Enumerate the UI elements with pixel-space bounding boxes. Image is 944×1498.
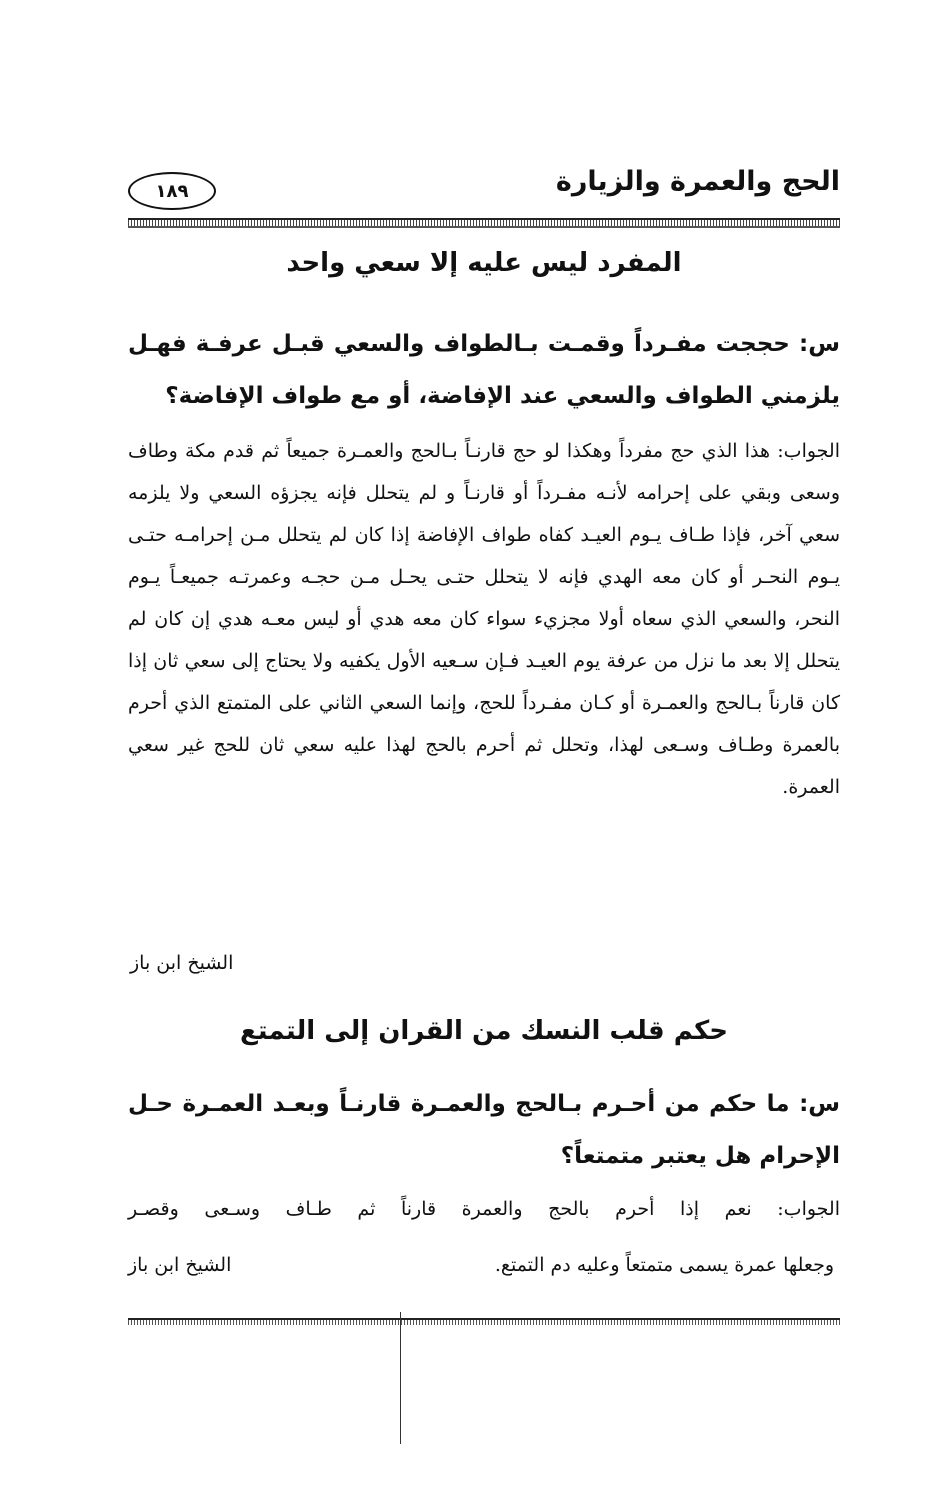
answer-text: وجعلها عمرة يسمى متمتعاً وعليه دم التمتع. [494, 1254, 834, 1276]
section-title: المفرد ليس عليه إلا سعي واحد [286, 248, 682, 278]
scan-gutter-line [400, 1312, 401, 1444]
answer-text: الجواب: هذا الذي حج مفرداً وهكذا لو حج قارنـاً بـالحج والعمـرة جميعاً ثم قدم مكة وطاف وسعى وبقي على إحرامه لأنـه مفـرداً أو قارنـاً و لم يتحلل فإنه يجزؤه السعي ولا يلزمه سعي آخر، فإذا طـاف يـوم العيـد كفاه طواف الإفاضة إذا كان لم يتحلل مـن إحرامـه حتـى يـوم النحـر أو كان معه الهدي فإنه لا يتحلل حتـى يحـل مـن حجـه وعمرتـه جميعـاً يـوم النحر، والسعي الذي سعاه أولا مجزيء سواء كان معه هدي أو ليس معـه هدي إن كان لم يتحلل إلا بعد ما نزل من عرفة يوم العيـد فـإن سـعيه الأول يكفيه ولا يحتاج إلى سعي ثان إذا كان قارناً بـالحج والعمـرة أو كـان مفـرداً للحج، وإنما السعي الثاني على المتمتع الذي أحرم بالعمرة وطـاف وسـعى لهذا، وتحلل ثم أحرم بالحج لهذا عليه سعي ثان للحج غير سعي العمرة. [128, 440, 840, 798]
page-header [128, 160, 840, 212]
header-divider [128, 218, 840, 228]
signature: الشيخ ابن باز [128, 1254, 232, 1276]
answer-text: الجواب: نعم إذا أحرم بالحج والعمرة قارناً ثم طـاف وسـعى وقصـر [128, 1198, 840, 1220]
section-title: حكم قلب النسك من القران إلى التمتع [240, 1016, 728, 1046]
page-number-badge: ١٨٩ [128, 172, 216, 210]
book-title: الحج والعمرة والزيارة [555, 166, 840, 197]
footer-divider [128, 1318, 840, 1325]
question-text: س: حججت مفـرداً وقمـت بـالطواف والسعي قبـل عرفـة فهـل يلزمني الطواف والسعي عند الإفاضة، أو مع طواف الإفاضة؟ [128, 331, 840, 409]
signature: الشيخ ابن باز [130, 952, 234, 974]
question-text: س: ما حكم من أحـرم بـالحج والعمـرة قارنـاً وبعـد العمـرة حـل الإحرام هل يعتبر متمتعاً؟ [128, 1091, 840, 1169]
